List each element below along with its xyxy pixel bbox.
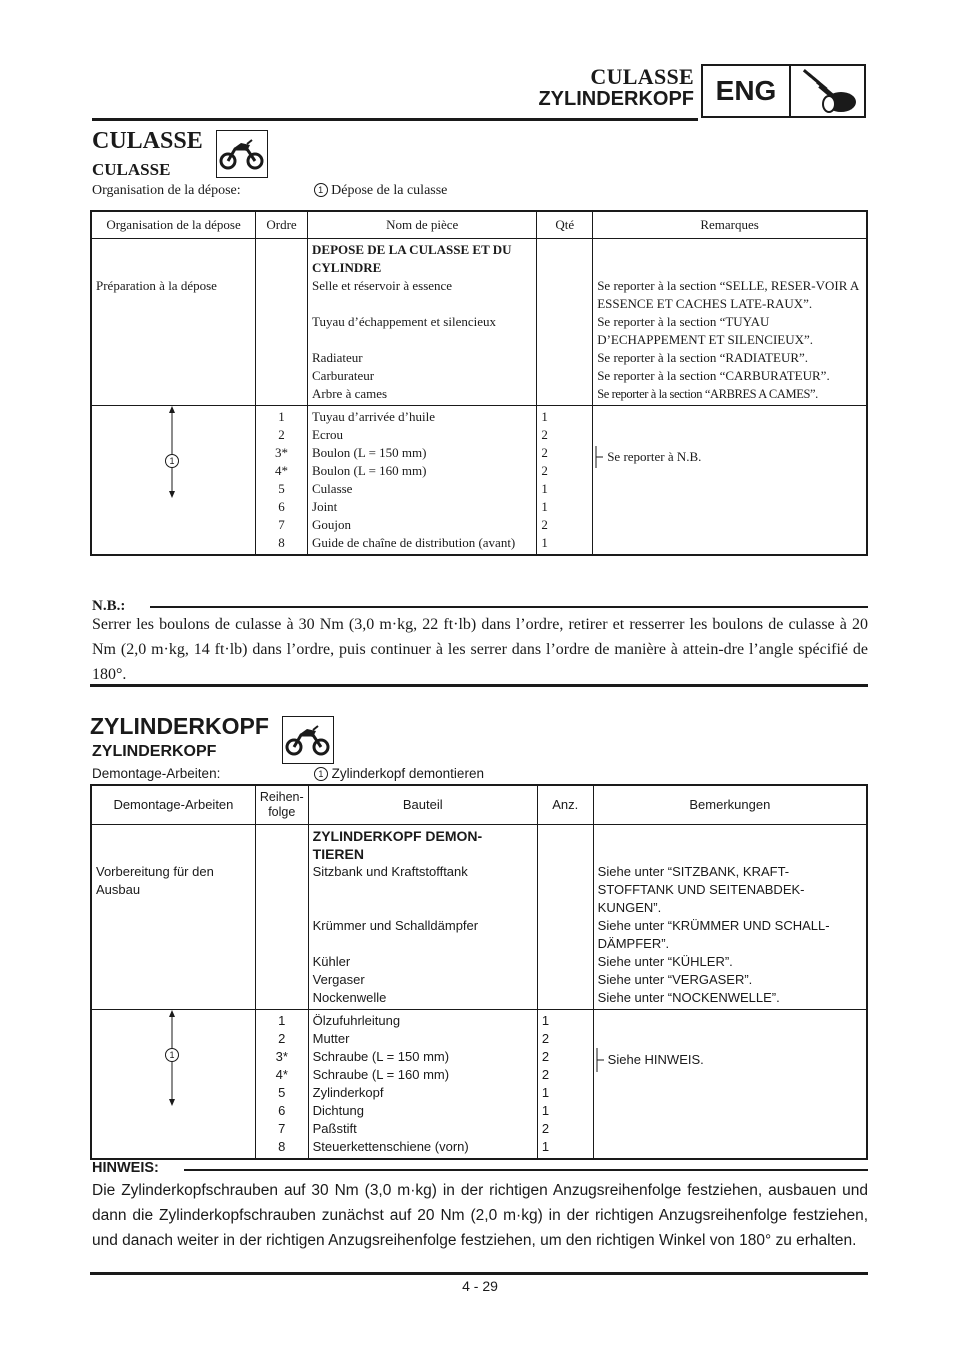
qty: 2 [537,462,593,480]
table-row [91,406,867,427]
prep-part: DEPOSE DE LA CULASSE ET DU CYLINDRE [308,239,537,278]
prep-label: Préparation à la dépose [91,277,256,313]
de-org-number: 1 [314,767,328,781]
prep-part: Tuyau d’échappement et silencieux [308,313,537,349]
de-section-title: ZYLINDERKOPF [90,713,269,739]
group-number: 1 [165,454,179,468]
part: Boulon (L = 160 mm) [308,462,537,480]
prep-part: Krümmer und Schalldämpfer [308,917,537,953]
fr-note-rule [150,606,868,608]
qty: 2 [537,1030,593,1048]
qty: 1 [537,1102,593,1120]
fr-section-subtitle: CULASSE [92,160,171,179]
header-title-de: ZYLINDERKOPF [538,88,694,110]
table-row [91,313,867,349]
eng-label: ENG [703,66,791,116]
page-number: 4 - 29 [462,1278,498,1294]
part: Boulon (L = 150 mm) [308,444,537,462]
prep-label: Vorbereitung für den Ausbau [91,863,255,917]
prep-part: Vergaser [308,971,537,989]
order: 5 [255,1084,308,1102]
fr-org-line [92,183,447,199]
fr-note-label: N.B.: [92,598,126,614]
qty: 2 [537,1120,593,1138]
qty: 2 [537,444,593,462]
part: Mutter [308,1030,537,1048]
table-row [91,239,867,278]
table-row [91,971,867,989]
prep-remark: Se reporter à la section “RADIATEUR”. [593,349,867,367]
table-row [91,863,867,917]
de-org-value: Zylinderkopf demontieren [331,766,484,781]
de-col-qty: Anz. [537,785,593,825]
fr-note-text: Serrer les boulons de culasse à 30 Nm (3,0 m·kg, 22 ft·lb) dans l’ordre, retirer et resserrer les boulons de culasse à 20 Nm (2,0 m·kg, 14 ft·lb) dans l’ordre, puis continuer à les serrer dans l’ordre de manière à attein-dre l’angle spécifié de 180°. [92,616,868,683]
prep-remark: Siehe unter “KÜHLER”. [593,953,867,971]
group-bracket [91,1010,255,1160]
qty: 2 [537,516,593,534]
engine-part-icon [793,68,863,121]
de-section-subtitle: ZYLINDERKOPF [92,743,217,760]
group-remark: Siehe HINWEIS. [607,1052,704,1067]
prep-part: Radiateur [308,349,537,367]
de-note-label: HINWEIS: [92,1160,159,1176]
table-row [91,277,867,313]
part: Culasse [308,480,537,498]
fr-col-org: Organisation de la dépose [91,211,256,239]
de-col-order: Reihen-folge [255,785,308,825]
group-remark-cell [593,406,867,556]
de-section-end-rule [90,1272,868,1275]
qty: 2 [537,1048,593,1066]
prep-part: Nockenwelle [308,989,537,1010]
qty: 1 [537,1138,593,1159]
prep-remark: Siehe unter “KRÜMMER UND SCHALL-DÄMPFER”. [593,917,867,953]
motorcycle-icon [216,130,268,178]
fr-section-end-rule [90,684,868,687]
fr-table-header [91,211,867,239]
table-row [91,953,867,971]
group-remark: Se reporter à N.B. [607,449,702,464]
de-org-label: Demontage-Arbeiten: [92,766,221,781]
prep-remark: Se reporter à la section “SELLE, RESER-VOIR A ESSENCE ET CACHES LATE-RAUX”. [593,277,867,313]
order: 7 [255,1120,308,1138]
order: 6 [256,498,308,516]
part: Steuerkettenschiene (vorn) [308,1138,537,1159]
prep-part: Kühler [308,953,537,971]
part: Joint [308,498,537,516]
part: Paßstift [308,1120,537,1138]
part: Dichtung [308,1102,537,1120]
table-row [91,917,867,953]
table-row [91,989,867,1010]
fr-org-label: Organisation de la dépose: [92,183,241,198]
part: Schraube (L = 160 mm) [308,1066,537,1084]
order: 2 [256,426,308,444]
qty: 1 [537,1010,593,1031]
order: 7 [256,516,308,534]
order: 6 [255,1102,308,1120]
table-row [91,349,867,367]
fr-col-qty: Qté [537,211,593,239]
order: 8 [256,534,308,555]
order: 5 [256,480,308,498]
qty: 1 [537,406,593,427]
qty: 1 [537,480,593,498]
motorcycle-icon [282,716,334,764]
de-note-rule [184,1169,868,1171]
header-title-fr: CULASSE [590,64,694,89]
order: 2 [255,1030,308,1048]
order: 3* [255,1048,308,1066]
part: Ecrou [308,426,537,444]
prep-part: Arbre à cames [308,385,537,406]
prep-remark: Siehe unter “NOCKENWELLE”. [593,989,867,1010]
fr-col-part: Nom de pièce [308,211,537,239]
group-remark-cell [593,1010,867,1160]
part: Schraube (L = 150 mm) [308,1048,537,1066]
prep-remark: Se reporter à la section “ARBRES A CAMES”. [593,385,867,406]
prep-part: Sitzbank und Kraftstofftank [308,863,537,917]
order: 8 [255,1138,308,1159]
qty: 1 [537,498,593,516]
de-note-text: Die Zylinderkopfschrauben auf 30 Nm (3,0 m·kg) in der richtigen Anzugsreihenfolge festziehen, ausbauen und dann die Zylinderkopfschrauben zunächst auf 20 Nm (2,0 m·kg) in der richtigen Anzugsreihenfolge festziehen, und danach weiter in der richtigen Anzugsreihenfolge festziehen, um den richtigen Winkel von 180° zu erhalten. [92,1182,868,1249]
qty: 1 [537,534,593,555]
fr-org-number: 1 [314,183,328,197]
part: Goujon [308,516,537,534]
qty: 2 [537,1066,593,1084]
de-parts-table [90,784,868,1160]
part: Zylinderkopf [308,1084,537,1102]
part: Tuyau d’arrivée d’huile [308,406,537,427]
table-row [91,385,867,406]
prep-remark: Se reporter à la section “TUYAU D’ECHAPPEMENT ET SILENCIEUX”. [593,313,867,349]
table-row [91,367,867,385]
order: 3* [256,444,308,462]
prep-remark: Siehe unter “VERGASER”. [593,971,867,989]
order: 1 [255,1010,308,1031]
fr-org-value: Dépose de la culasse [331,183,448,198]
table-row [91,1010,867,1031]
fr-parts-table [90,210,868,556]
qty: 1 [537,1084,593,1102]
de-col-part: Bauteil [308,785,537,825]
de-table-header [91,785,867,825]
qty: 2 [537,426,593,444]
fr-section-title: CULASSE [92,128,203,154]
order: 4* [255,1066,308,1084]
de-col-org: Demontage-Arbeiten [91,785,255,825]
de-col-remarks: Bemerkungen [593,785,867,825]
table-row [91,825,867,864]
de-org-line [92,766,484,781]
fr-col-order: Ordre [256,211,308,239]
prep-remark: Se reporter à la section “CARBURATEUR”. [593,367,867,385]
part: Ölzufuhrleitung [308,1010,537,1031]
prep-part: Carburateur [308,367,537,385]
header-rule [92,118,698,121]
order: 1 [256,406,308,427]
eng-badge [701,64,866,118]
order: 4* [256,462,308,480]
part: Guide de chaîne de distribution (avant) [308,534,537,555]
group-number: 1 [165,1048,179,1062]
prep-remark: Siehe unter “SITZBANK, KRAFT-STOFFTANK UND SEITENABDEK-KUNGEN”. [593,863,867,917]
prep-part: ZYLINDERKOPF DEMON-TIEREN [308,825,537,864]
group-bracket [91,406,256,556]
fr-col-remarks: Remarques [593,211,867,239]
prep-part: Selle et réservoir à essence [308,277,537,313]
